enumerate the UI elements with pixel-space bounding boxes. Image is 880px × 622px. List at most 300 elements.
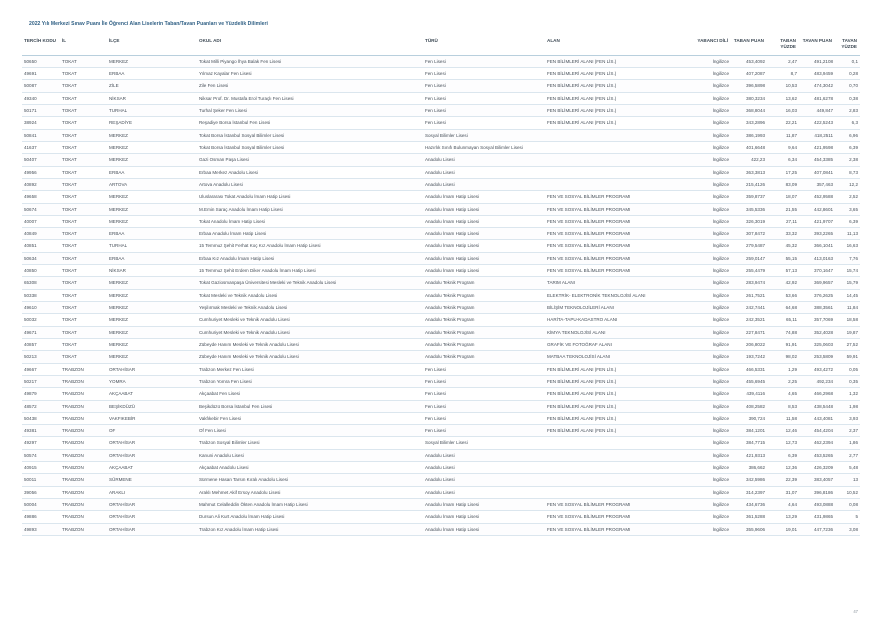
cell-ilce: SÜRMENE — [107, 474, 197, 486]
table-row[interactable] — [22, 462, 860, 474]
cell-taban_yuzde: 6,39 — [767, 449, 799, 461]
cell-okul_adi: Trabzon Sosyal Bilimler Lisesi — [197, 437, 423, 449]
cell-taban_yuzde: 8,53 — [767, 400, 799, 412]
cell-tavan_yuzde: 2,83 — [835, 105, 860, 117]
cell-yabanci_dili: İngilizce — [693, 499, 731, 511]
cell-tavan_yuzde: 16,63 — [835, 240, 860, 252]
cell-tercih_kodu: 50841 — [22, 129, 60, 141]
cell-yabanci_dili: İngilizce — [693, 486, 731, 498]
cell-tavan_yuzde: 15,79 — [835, 277, 860, 289]
table-row[interactable] — [22, 523, 860, 535]
cell-tavan_puan: 383,4057 — [799, 474, 835, 486]
table-row[interactable] — [22, 326, 860, 338]
cell-turu: Anadolu Lisesi — [423, 178, 545, 190]
column-header-alan[interactable]: ALAN — [545, 36, 693, 55]
cell-tavan_yuzde: 2,38 — [835, 154, 860, 166]
cell-turu: Fen Lisesi — [423, 388, 545, 400]
table-row[interactable] — [22, 351, 860, 363]
table-row[interactable] — [22, 265, 860, 277]
cell-ilce: MERKEZ — [107, 351, 197, 363]
cell-yabanci_dili: İngilizce — [693, 117, 731, 129]
cell-tavan_yuzde: 8,73 — [835, 166, 860, 178]
cell-tercih_kodu: 40849 — [22, 228, 60, 240]
cell-taban_yuzde: 31,07 — [767, 486, 799, 498]
cell-tercih_kodu: 39056 — [22, 486, 60, 498]
table-row[interactable] — [22, 240, 860, 252]
cell-ilce: ERBAA — [107, 166, 197, 178]
cell-alan: FEN BİLİMLERİ ALANI (FEN LİS.) — [545, 117, 693, 129]
cell-taban_yuzde: 33,32 — [767, 228, 799, 240]
cell-alan: FEN VE SOSYAL BİLİMLER PROGRAMI — [545, 252, 693, 264]
cell-turu: Fen Lisesi — [423, 80, 545, 92]
cell-taban_yuzde: 12,36 — [767, 462, 799, 474]
cell-okul_adi: Mahmut Celalleddin Ökten Anadolu İmam Hatip Lisesi — [197, 499, 423, 511]
cell-tavan_puan: 491,2108 — [799, 55, 835, 67]
cell-il: TOKAT — [60, 326, 107, 338]
cell-ilce: ERBAA — [107, 68, 197, 80]
cell-tavan_puan: 418,2511 — [799, 129, 835, 141]
cell-taban_yuzde: 21,55 — [767, 203, 799, 215]
cell-tavan_puan: 493,0888 — [799, 499, 835, 511]
table-row[interactable] — [22, 166, 860, 178]
table-row[interactable] — [22, 511, 860, 523]
cell-taban_yuzde: 16,03 — [767, 105, 799, 117]
cell-il: TRABZON — [60, 462, 107, 474]
cell-taban_puan: 386,1993 — [731, 129, 767, 141]
table-row[interactable] — [22, 277, 860, 289]
cell-alan — [545, 141, 693, 153]
cell-okul_adi: Kanuni Anadolu Lisesi — [197, 449, 423, 461]
cell-taban_yuzde: 12,73 — [767, 437, 799, 449]
cell-alan: FEN BİLİMLERİ ALANI (FEN LİS.) — [545, 388, 693, 400]
cell-taban_puan: 466,5331 — [731, 363, 767, 375]
cell-turu: Anadolu Lisesi — [423, 462, 545, 474]
cell-il: TOKAT — [60, 351, 107, 363]
cell-turu: Anadolu Teknik Program — [423, 326, 545, 338]
table-row[interactable] — [22, 117, 860, 129]
cell-okul_adi: Yılmaz Kayalar Fen Lisesi — [197, 68, 423, 80]
cell-il: TOKAT — [60, 228, 107, 240]
cell-taban_yuzde: 53,66 — [767, 289, 799, 301]
cell-alan: BİLİŞİM TEKNOLOJİLERİ ALANI — [545, 302, 693, 314]
cell-ilce: ORTAHİSAR — [107, 363, 197, 375]
cell-tercih_kodu: 50011 — [22, 474, 60, 486]
cell-taban_puan: 361,5288 — [731, 511, 767, 523]
column-header-yabanci_dili[interactable]: YABANCI DİLİ — [693, 36, 731, 55]
cell-turu: Fen Lisesi — [423, 400, 545, 412]
cell-okul_adi: Tokat Milli Piyango İhya Balak Fen Lisesi — [197, 55, 423, 67]
cell-taban_puan: 455,6945 — [731, 375, 767, 387]
column-header-il[interactable]: İL — [60, 36, 107, 55]
table-row[interactable] — [22, 154, 860, 166]
cell-alan: FEN VE SOSYAL BİLİMLER PROGRAMI — [545, 228, 693, 240]
cell-tavan_yuzde: 0,35 — [835, 375, 860, 387]
cell-il: TRABZON — [60, 388, 107, 400]
cell-yabanci_dili: İngilizce — [693, 166, 731, 178]
cell-turu: Anadolu Lisesi — [423, 166, 545, 178]
cell-tavan_puan: 474,3042 — [799, 80, 835, 92]
cell-alan: FEN BİLİMLERİ ALANI (FEN LİS.) — [545, 425, 693, 437]
cell-turu: Hazırlık Sınıfı Bulunmayan Sosyal Bilimler Lisesi — [423, 141, 545, 153]
cell-turu: Fen Lisesi — [423, 375, 545, 387]
cell-turu: Anadolu Teknik Program — [423, 289, 545, 301]
cell-ilce: MERKEZ — [107, 129, 197, 141]
cell-taban_puan: 261,7521 — [731, 289, 767, 301]
cell-turu: Fen Lisesi — [423, 425, 545, 437]
cell-yabanci_dili: İngilizce — [693, 105, 731, 117]
cell-yabanci_dili: İngilizce — [693, 228, 731, 240]
cell-okul_adi: M.Emin Saraç Anadolu İmam Hatip Lisesi — [197, 203, 423, 215]
cell-tercih_kodu: 50087 — [22, 80, 60, 92]
cell-alan: FEN BİLİMLERİ ALANI (FEN LİS.) — [545, 92, 693, 104]
cell-tavan_puan: 442,8601 — [799, 203, 835, 215]
cell-tercih_kodu: 50171 — [22, 105, 60, 117]
cell-tavan_puan: 493,4272 — [799, 363, 835, 375]
cell-okul_adi: Erbaa Merkez Anadolu Lisesi — [197, 166, 423, 178]
cell-taban_yuzde: 12,46 — [767, 425, 799, 437]
cell-il: TOKAT — [60, 92, 107, 104]
table-row[interactable] — [22, 252, 860, 264]
cell-tercih_kodu: 49658 — [22, 191, 60, 203]
cell-okul_adi: Erbaa Kız Anadolu İmam Hatip Lisesi — [197, 252, 423, 264]
cell-yabanci_dili: İngilizce — [693, 400, 731, 412]
cell-tavan_yuzde: 0,1 — [835, 55, 860, 67]
cell-alan — [545, 437, 693, 449]
cell-tercih_kodu: 50574 — [22, 449, 60, 461]
cell-ilce: TURHAL — [107, 240, 197, 252]
cell-taban_yuzde: 1,29 — [767, 363, 799, 375]
cell-tavan_yuzde: 11,13 — [835, 228, 860, 240]
cell-ilce: ORTAHİSAR — [107, 437, 197, 449]
cell-tavan_yuzde: 2,52 — [835, 191, 860, 203]
table-row[interactable] — [22, 92, 860, 104]
cell-ilce: ERBAA — [107, 228, 197, 240]
cell-ilce: ERBAA — [107, 252, 197, 264]
cell-alan: MATBAA TEKNOLOJİSİ ALANI — [545, 351, 693, 363]
cell-tavan_puan: 253,5809 — [799, 351, 835, 363]
cell-ilce: ZİLE — [107, 80, 197, 92]
cell-turu: Anadolu İmam Hatip Lisesi — [423, 252, 545, 264]
cell-il: TOKAT — [60, 191, 107, 203]
table-row[interactable] — [22, 105, 860, 117]
cell-il: TOKAT — [60, 129, 107, 141]
cell-taban_yuzde: 17,25 — [767, 166, 799, 178]
cell-yabanci_dili: İngilizce — [693, 523, 731, 535]
table-row[interactable] — [22, 338, 860, 350]
cell-taban_puan: 408,2582 — [731, 400, 767, 412]
cell-alan: GRAFİK VE FOTOĞRAF ALANI — [545, 338, 693, 350]
cell-tavan_yuzde: 1,98 — [835, 400, 860, 412]
cell-ilce: MERKEZ — [107, 302, 197, 314]
cell-tercih_kodu: 38924 — [22, 117, 60, 129]
table-row[interactable] — [22, 215, 860, 227]
cell-taban_yuzde: 22,39 — [767, 474, 799, 486]
cell-taban_puan: 434,6736 — [731, 499, 767, 511]
cell-turu: Anadolu Teknik Program — [423, 314, 545, 326]
cell-il: TRABZON — [60, 474, 107, 486]
cell-ilce: AKÇAABAT — [107, 388, 197, 400]
cell-tercih_kodu: 65308 — [22, 277, 60, 289]
cell-tercih_kodu: 50650 — [22, 55, 60, 67]
cell-tavan_puan: 454,3385 — [799, 154, 835, 166]
table-row[interactable] — [22, 363, 860, 375]
table-header — [22, 36, 860, 55]
cell-alan: FEN BİLİMLERİ ALANI (FEN LİS.) — [545, 412, 693, 424]
cell-turu: Anadolu Teknik Program — [423, 302, 545, 314]
cell-okul_adi: Gazi Osman Paşa Lisesi — [197, 154, 423, 166]
cell-il: TOKAT — [60, 154, 107, 166]
cell-tavan_yuzde: 6,39 — [835, 141, 860, 153]
cell-tavan_yuzde: 5 — [835, 511, 860, 523]
cell-tavan_yuzde: 13 — [835, 474, 860, 486]
cell-okul_adi: Tokat Gaziosmanpaşa Üniversitesi Mesleki ve Teknik Anadolu Lisesi — [197, 277, 423, 289]
cell-taban_puan: 345,5336 — [731, 203, 767, 215]
cell-il: TOKAT — [60, 117, 107, 129]
cell-alan: FEN BİLİMLERİ ALANI (FEN LİS.) — [545, 68, 693, 80]
table-row[interactable] — [22, 314, 860, 326]
cell-okul_adi: Yeşilırmak Mesleki ve Teknik Anadolu Lisesi — [197, 302, 423, 314]
cell-tavan_puan: 431,9865 — [799, 511, 835, 523]
cell-ilce: ORTAHİSAR — [107, 511, 197, 523]
cell-taban_yuzde: 22,21 — [767, 117, 799, 129]
table-row[interactable] — [22, 55, 860, 67]
cell-yabanci_dili: İngilizce — [693, 80, 731, 92]
cell-yabanci_dili: İngilizce — [693, 388, 731, 400]
cell-il: TOKAT — [60, 277, 107, 289]
cell-taban_yuzde: 8,7 — [767, 68, 799, 80]
column-header-tercih_kodu[interactable]: TERCİH KODU — [22, 36, 60, 55]
cell-yabanci_dili: İngilizce — [693, 252, 731, 264]
scores-table — [22, 36, 860, 536]
page-number: 47 — [853, 609, 858, 614]
table-row[interactable] — [22, 388, 860, 400]
cell-taban_yuzde: 2,25 — [767, 375, 799, 387]
cell-turu: Fen Lisesi — [423, 92, 545, 104]
column-header-tavan_puan[interactable]: TAVAN PUAN — [799, 36, 835, 55]
cell-tavan_puan: 438,5448 — [799, 400, 835, 412]
cell-yabanci_dili: İngilizce — [693, 289, 731, 301]
column-header-ilce[interactable]: İLÇE — [107, 36, 197, 55]
cell-tavan_yuzde: 3,08 — [835, 523, 860, 535]
cell-tercih_kodu: 50213 — [22, 351, 60, 363]
table-row[interactable] — [22, 425, 860, 437]
cell-taban_yuzde: 42,92 — [767, 277, 799, 289]
cell-tavan_yuzde: 12,2 — [835, 178, 860, 190]
cell-tavan_yuzde: 2,37 — [835, 425, 860, 437]
cell-okul_adi: Tokat Borsa İstanbul Sosyal Bilimler Lisesi — [197, 141, 423, 153]
cell-okul_adi: Zübeyde Hanım Mesleki ve Teknik Anadolu Lisesi — [197, 338, 423, 350]
cell-tercih_kodu: 49886 — [22, 511, 60, 523]
column-header-okul_adi[interactable]: OKUL ADI — [197, 36, 423, 55]
cell-taban_puan: 396,5898 — [731, 80, 767, 92]
cell-taban_yuzde: 6,34 — [767, 154, 799, 166]
cell-okul_adi: Reşadiye Borsa İstanbul Fen Lisesi — [197, 117, 423, 129]
cell-tavan_puan: 357,463 — [799, 178, 835, 190]
cell-tavan_yuzde: 0,70 — [835, 80, 860, 92]
cell-turu: Fen Lisesi — [423, 117, 545, 129]
table-row[interactable] — [22, 400, 860, 412]
table-row[interactable] — [22, 80, 860, 92]
cell-alan: FEN VE SOSYAL BİLİMLER PROGRAMI — [545, 191, 693, 203]
cell-tavan_yuzde: 3,65 — [835, 203, 860, 215]
cell-taban_yuzde: 10,53 — [767, 80, 799, 92]
cell-tavan_puan: 393,2265 — [799, 228, 835, 240]
cell-ilce: ORTAHİSAR — [107, 499, 197, 511]
cell-taban_puan: 407,2087 — [731, 68, 767, 80]
cell-tavan_yuzde: 14,45 — [835, 289, 860, 301]
cell-taban_yuzde: 74,88 — [767, 326, 799, 338]
cell-tavan_yuzde: 59,91 — [835, 351, 860, 363]
cell-taban_puan: 314,2397 — [731, 486, 767, 498]
cell-taban_yuzde: 13,29 — [767, 511, 799, 523]
cell-il: TOKAT — [60, 105, 107, 117]
cell-tavan_puan: 449,847 — [799, 105, 835, 117]
table-row[interactable] — [22, 412, 860, 424]
cell-turu: Anadolu İmam Hatip Lisesi — [423, 203, 545, 215]
cell-alan — [545, 129, 693, 141]
cell-il: TOKAT — [60, 289, 107, 301]
cell-taban_yuzde: 57,13 — [767, 265, 799, 277]
table-row[interactable] — [22, 375, 860, 387]
cell-alan — [545, 154, 693, 166]
cell-turu: Anadolu Teknik Program — [423, 351, 545, 363]
cell-tavan_yuzde: 18,58 — [835, 314, 860, 326]
cell-turu: Anadolu İmam Hatip Lisesi — [423, 215, 545, 227]
cell-turu: Anadolu İmam Hatip Lisesi — [423, 191, 545, 203]
cell-tercih_kodu: 50032 — [22, 314, 60, 326]
cell-yabanci_dili: İngilizce — [693, 55, 731, 67]
column-header-tavan_yuzde[interactable]: TAVAN YÜZDE — [835, 36, 860, 55]
cell-tavan_yuzde: 6,3 — [835, 117, 860, 129]
cell-tavan_puan: 452,9588 — [799, 191, 835, 203]
cell-okul_adi: Akçaabat Fen Lisesi — [197, 388, 423, 400]
cell-okul_adi: Niksar Prof. Dr. Mustafa Erol Turaçlı Fen Lisesi — [197, 92, 423, 104]
cell-alan: KİMYA TEKNOLOJİSİ ALANI — [545, 326, 693, 338]
cell-tavan_yuzde: 6,96 — [835, 129, 860, 141]
table-row[interactable] — [22, 499, 860, 511]
cell-taban_puan: 380,3234 — [731, 92, 767, 104]
table-row[interactable] — [22, 437, 860, 449]
cell-il: TOKAT — [60, 265, 107, 277]
cell-taban_puan: 242,7441 — [731, 302, 767, 314]
cell-okul_adi: Beşikdüzü Borsa İstanbul Fen Lisesi — [197, 400, 423, 412]
cell-ilce: ORTAHİSAR — [107, 523, 197, 535]
cell-tavan_yuzde: 7,76 — [835, 252, 860, 264]
cell-okul_adi: Araklı Mehmet Akif Ersoy Anadolu Lisesi — [197, 486, 423, 498]
table-row[interactable] — [22, 449, 860, 461]
table-row[interactable] — [22, 486, 860, 498]
cell-okul_adi: Artova Anadolu Lisesi — [197, 178, 423, 190]
cell-taban_puan: 342,5986 — [731, 474, 767, 486]
cell-tavan_yuzde: 27,52 — [835, 338, 860, 350]
cell-il: TRABZON — [60, 499, 107, 511]
column-header-taban_yuzde[interactable]: TABAN YÜZDE — [767, 36, 799, 55]
table-row[interactable] — [22, 141, 860, 153]
cell-alan: FEN BİLİMLERİ ALANI (FEN LİS.) — [545, 363, 693, 375]
table-row[interactable] — [22, 289, 860, 301]
cell-taban_puan: 384,1201 — [731, 425, 767, 437]
page-title: 2022 Yılı Merkezi Sınav Puanı İle Öğrenci Alan Liselerin Taban/Tavan Puanları ve Yüzdelik Dilimleri — [29, 21, 268, 27]
cell-taban_puan: 421,9313 — [731, 449, 767, 461]
cell-turu: Anadolu Teknik Program — [423, 277, 545, 289]
table-row[interactable] — [22, 191, 860, 203]
cell-yabanci_dili: İngilizce — [693, 129, 731, 141]
cell-yabanci_dili: İngilizce — [693, 338, 731, 350]
cell-taban_puan: 206,8022 — [731, 338, 767, 350]
cell-tavan_puan: 396,8186 — [799, 486, 835, 498]
cell-taban_puan: 193,7242 — [731, 351, 767, 363]
cell-yabanci_dili: İngilizce — [693, 191, 731, 203]
cell-tavan_yuzde: 19,87 — [835, 326, 860, 338]
cell-il: TOKAT — [60, 68, 107, 80]
cell-ilce: VAKFIKEBİR — [107, 412, 197, 424]
table-row[interactable] — [22, 68, 860, 80]
cell-tercih_kodu: 49340 — [22, 92, 60, 104]
cell-alan: FEN VE SOSYAL BİLİMLER PROGRAMI — [545, 511, 693, 523]
cell-tercih_kodu: 50438 — [22, 412, 60, 424]
cell-alan: FEN BİLİMLERİ ALANI (FEN LİS.) — [545, 400, 693, 412]
cell-il: TOKAT — [60, 338, 107, 350]
cell-ilce: TURHAL — [107, 105, 197, 117]
cell-il: TOKAT — [60, 55, 107, 67]
cell-alan: FEN VE SOSYAL BİLİMLER PROGRAMI — [545, 240, 693, 252]
cell-okul_adi: Trabzon Merkez Fen Lisesi — [197, 363, 423, 375]
table-row[interactable] — [22, 474, 860, 486]
cell-okul_adi: Tokat Mesleki ve Teknik Anadolu Lisesi — [197, 289, 423, 301]
cell-il: TRABZON — [60, 412, 107, 424]
cell-alan: FEN BİLİMLERİ ALANI (FEN LİS.) — [545, 105, 693, 117]
cell-okul_adi: Erbaa Anadolu İmam Hatip Lisesi — [197, 228, 423, 240]
cell-tavan_puan: 376,2625 — [799, 289, 835, 301]
table-row[interactable] — [22, 129, 860, 141]
cell-yabanci_dili: İngilizce — [693, 474, 731, 486]
cell-taban_puan: 307,8472 — [731, 228, 767, 240]
cell-ilce: ARTOVA — [107, 178, 197, 190]
cell-yabanci_dili: İngilizce — [693, 154, 731, 166]
table-row[interactable] — [22, 203, 860, 215]
cell-tercih_kodu: 50004 — [22, 499, 60, 511]
cell-taban_yuzde: 98,02 — [767, 351, 799, 363]
cell-taban_puan: 279,5487 — [731, 240, 767, 252]
cell-alan: FEN VE SOSYAL BİLİMLER PROGRAMI — [545, 203, 693, 215]
column-header-taban_puan[interactable]: TABAN PUAN — [731, 36, 767, 55]
table-row[interactable] — [22, 228, 860, 240]
cell-tavan_yuzde: 15,74 — [835, 265, 860, 277]
cell-turu: Fen Lisesi — [423, 363, 545, 375]
cell-tavan_puan: 447,7236 — [799, 523, 835, 535]
cell-taban_yuzde: 27,11 — [767, 215, 799, 227]
cell-turu: Fen Lisesi — [423, 55, 545, 67]
cell-tercih_kodu: 50407 — [22, 154, 60, 166]
table-row[interactable] — [22, 302, 860, 314]
cell-taban_puan: 453,4092 — [731, 55, 767, 67]
cell-tavan_puan: 453,5265 — [799, 449, 835, 461]
cell-il: TRABZON — [60, 375, 107, 387]
cell-tavan_yuzde: 0,05 — [835, 363, 860, 375]
cell-ilce: NİKSAR — [107, 92, 197, 104]
cell-yabanci_dili: İngilizce — [693, 425, 731, 437]
column-header-turu[interactable]: TÜRÜ — [423, 36, 545, 55]
cell-ilce: ORTAHİSAR — [107, 449, 197, 461]
cell-turu: Anadolu İmam Hatip Lisesi — [423, 265, 545, 277]
table-row[interactable] — [22, 178, 860, 190]
cell-tercih_kodu: 49956 — [22, 166, 60, 178]
cell-yabanci_dili: İngilizce — [693, 277, 731, 289]
cell-tercih_kodu: 50634 — [22, 252, 60, 264]
cell-tavan_yuzde: 6,39 — [835, 215, 860, 227]
cell-ilce: MERKEZ — [107, 338, 197, 350]
cell-tercih_kodu: 49297 — [22, 437, 60, 449]
